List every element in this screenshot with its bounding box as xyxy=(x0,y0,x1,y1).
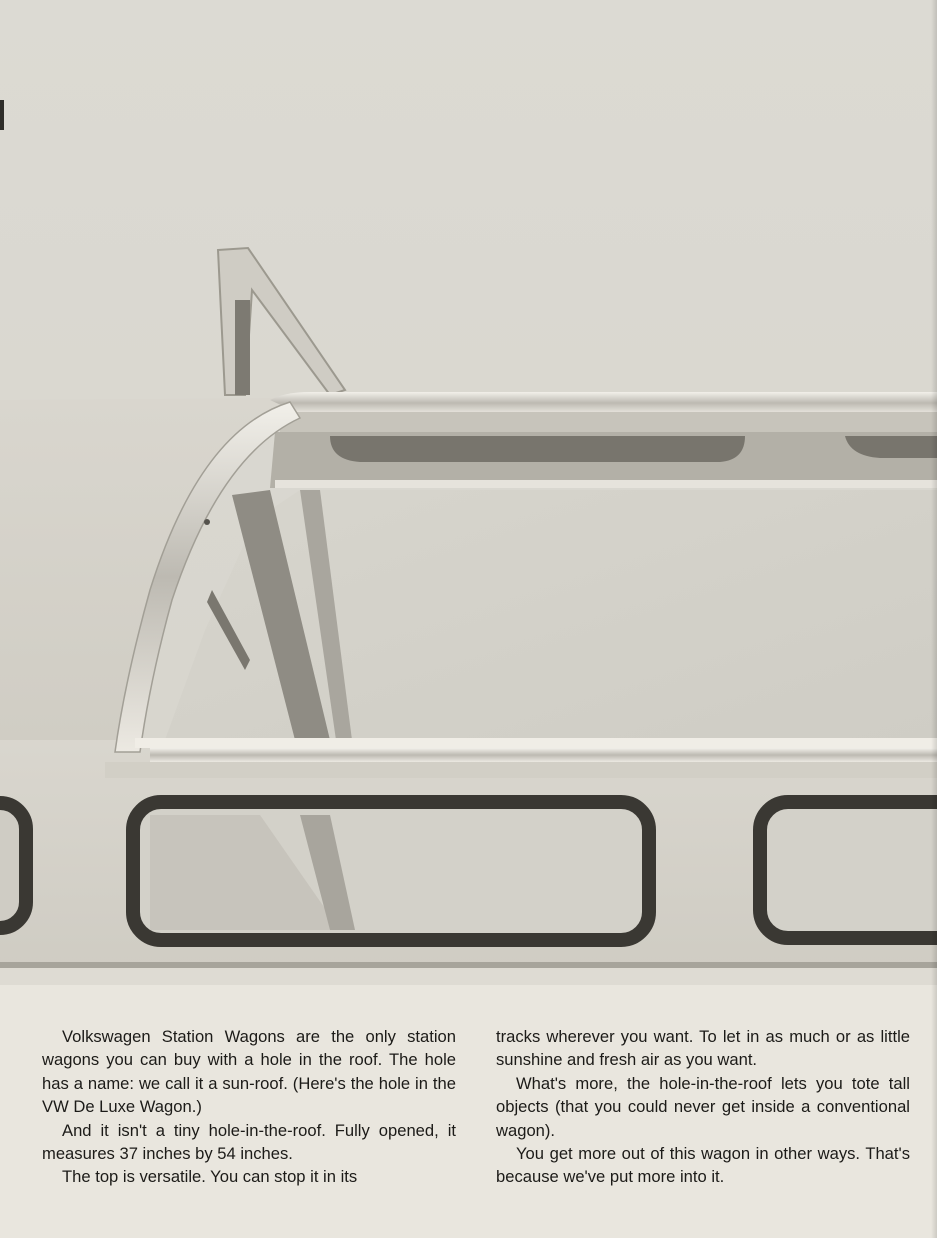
paragraph: Volkswagen Station Wagons are the only station wagons you can buy with a hole in the roof. The hole has a name: we call it a sun-roof. (Here's the hole in the VW De Luxe Wagon.) xyxy=(42,1027,456,1117)
paragraph: tracks wherever you want. To let in as much or as little sunshine and fresh air as you want. xyxy=(496,1027,910,1070)
paragraph: You get more out of this wagon in other ways. That's because we've put more into it. xyxy=(496,1144,910,1187)
left-column xyxy=(42,1025,456,1189)
paragraph: The top is versatile. You can stop it in its xyxy=(62,1167,358,1187)
paragraph: And it isn't a tiny hole-in-the-roof. Fully opened, it measures 37 inches by 54 inches. xyxy=(42,1120,456,1164)
right-column xyxy=(496,1025,910,1189)
page-edge xyxy=(931,0,937,1238)
body-copy xyxy=(42,1025,910,1189)
paragraph: What's more, the hole-in-the-roof lets you tote tall objects (that you could never get inside a conventional wagon). xyxy=(496,1073,910,1140)
